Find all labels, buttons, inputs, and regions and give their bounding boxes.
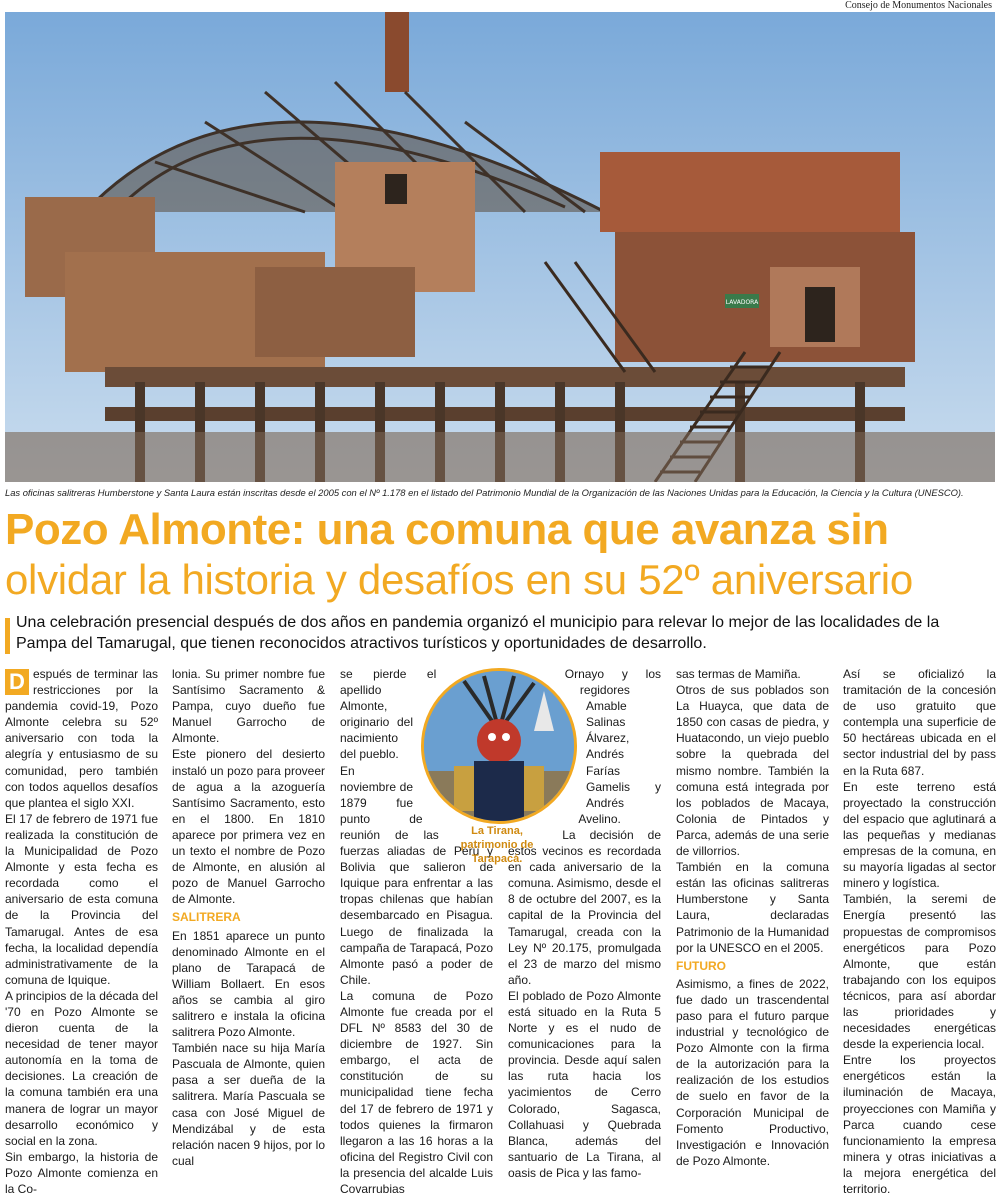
paragraph: Así se oficializó la tramitación de la concesión de uso gratuito que contempla una superficie de 50 hectáreas ubicada en el sector industrial del by pass en la Ruta 687. <box>843 667 996 778</box>
section-heading-futuro: FUTURO <box>676 958 726 973</box>
article-column-6 <box>843 666 996 1197</box>
paragraph: sas termas de Mamiña. <box>676 667 801 681</box>
paragraph: La decisión de estos vecinos es recordada en cada aniversario de la comuna. Asimismo, desde el 8 de octubre del 2007, es la capital de la Provincia del Tamarugal, creada con la Ley Nº 20.175, promulgada el 23 de marzo del mismo año. <box>508 827 661 987</box>
article-column-2 <box>172 666 325 1169</box>
paragraph: Este pionero del desierto instaló un pozo para proveer de agua a la azoguería Santísimo Sacramento, esto en el 1800. En 1810 aparece por primera vez en un texto el nombre de Pozo de Almonte, en alusión al pozo de Manuel Garrocho de Almonte. <box>172 747 325 907</box>
paragraph: En noviembre de 1879 fue punto de reunión de las fuerzas aliadas de Perú y Bolivia que salieron de Iquique para enfrentar a las tropas chilenas que habían desembarcado en Pisagua. Luego de finalizada la campaña de Tarapacá, Pozo Almonte pasó a poder de Chile. <box>340 763 493 987</box>
article-column-1 <box>5 666 158 1197</box>
source-credit: Consejo de Monumentos Nacionales <box>845 0 992 11</box>
paragraph: En 1851 aparece un punto denominado Almonte en el plano de Tarapacá de William Bollaert. En esos años se cambia al giro salitrero e instala la oficina salitrera Pozo Almonte. <box>172 928 325 1040</box>
paragraph: También, la seremi de Energía presentó las propuestas de compromisos energéticos para Pozo Almonte, que están trabajando con los equipos técnicos, para así abordar las prioridades y necesidades energéticas desde la experiencia local. <box>843 892 996 1052</box>
paragraph: Sin embargo, la historia de Pozo Almonte comienza en la Co- <box>5 1149 158 1196</box>
paragraph: Entre los proyectos energéticos están la iluminación de Macaya, proyecciones con Mamiña y Parca cuando cese funcionamiento la empresa minera y otras iniciativas a la mejora energética del territorio. <box>843 1053 996 1196</box>
paragraph: se pierde el apellido Almonte, originario del nacimiento del pueblo. <box>340 667 437 762</box>
paragraph: Ornayo y los regidores Amable Salinas Álvarez, Andrés Farías Gamelis y Andrés Avelino. <box>564 667 661 826</box>
photo-caption: Las oficinas salitreras Humberstone y Santa Laura están inscritas desde el 2005 con el Nº 1.178 en el listado del Patrimonio Mundial de la Organización de las Naciones Unidas para la Educación, la Ciencia y la Cultura (UNESCO). <box>5 487 964 498</box>
paragraph: Otros de sus poblados son La Huayca, que data de 1850 con casas de piedra, y Huatacondo, un viejo pueblo sobre la quebrada del mismo nombre. También la comuna está integrada por los poblados de Macaya, Colonia de Pintados y Parca, además de una serie de villorrios. <box>676 683 829 859</box>
article-column-5 <box>676 666 829 1169</box>
dancer-illustration <box>424 671 574 821</box>
paragraph: También nace su hija María Pascuala de Almonte, quien pasa a ser dueña de la salitrera. María Pascuala se casa con José Miguel de Mendizábal y de esta relación nacen 9 hijos, por lo cual <box>172 1041 325 1168</box>
headline-line-2: olvidar la historia y desafíos en su 52º aniversario <box>5 556 913 603</box>
paragraph: También en la comuna están las oficinas salitreras Humberstone y Santa Laura, declaradas Patrimonio de la Humanidad por la UNESCO en el 2005. <box>676 860 829 955</box>
paragraph: A principios de la década del '70 en Pozo Almonte se dieron cuenta de la necesidad de tener mayor autonomía en la toma de decisiones. La creación de la comuna también era una manera de lograr un mayor desarrollo económico y social en la zona. <box>5 988 158 1148</box>
lead-accent-bar <box>5 618 10 654</box>
drop-cap: D <box>5 669 29 695</box>
la-tirana-photo <box>421 668 577 824</box>
paragraph: lonia. Su primer nombre fue Santísimo Sacramento & Pampa, cuyo dueño fue Manuel Garrocho de Almonte. <box>172 667 325 746</box>
circle-photo-caption: La Tirana, patrimonio de Tarapacá. <box>460 825 534 865</box>
paragraph: En este terreno está proyectado la construcción del espacio que aglutinará a las pequeñas y medianas empresas de la comuna, en su mayoría ligadas al sector minero y logística. <box>843 779 996 891</box>
lavadora-sign: LAVADORA <box>725 299 759 306</box>
headline-line-1: Pozo Almonte: una comuna que avanza sin <box>5 505 889 554</box>
lead-paragraph: Una celebración presencial después de dos años en pandemia organizó el municipio para relevar lo mejor de las localidades de la Pampa del Tamarugal, que tienen reconocidos atractivos turísticos y oportunidades de desarrollo. <box>16 614 940 652</box>
paragraph: El 17 de febrero de 1971 fue realizada la constitución de la Municipalidad de Pozo Almonte y esta fecha es recordada como el aniversario de esta comuna de la Provincia del Tamarugal. Antes de esa fecha, la localidad dependía administrativamente de la comuna de Iquique. <box>5 811 158 987</box>
section-heading-salitrera: SALITRERA <box>172 910 241 925</box>
main-photo <box>5 12 995 482</box>
paragraph: La comuna de Pozo Almonte fue creada por el DFL Nº 8583 del 30 de diciembre de 1927. Sin embargo, el acta de constitución de su municipalidad tiene fecha del 17 de febrero de 1971 y todos quienes la firmaron llegaron a las 16 horas a la oficina del Registro Civil con la presencia del alcalde Luis Covarrubias <box>340 988 493 1196</box>
paragraph: El poblado de Pozo Almonte está situado en la Ruta 5 Norte y es el nudo de comunicaciones para la provincia. Desde aquí salen las ruta hacia los yacimientos de Cerro Colorado, Sagasca, Collahuasi y Quebrada Blanca, además del santuario de La Tirana, al oasis de Pica y las famo- <box>508 988 661 1180</box>
paragraph: Asimismo, a fines de 2022, fue dado un trascendental paso para el futuro parque industrial y tecnológico de Pozo Almonte con la firma de la autorización para la realización de los estudios de suelo en favor de la Corporación Municipal de Fomento Productivo, Investigación e Innovación de Pozo Almonte. <box>676 976 829 1168</box>
salitrera-illustration <box>5 12 995 482</box>
paragraph: espués de terminar las restricciones por la pandemia covid-19, Pozo Almonte celebra su 52º aniversario con toda la alegría y entusiasmo de su comunidad, pero también con todos aquellos desafíos que plantea el siglo XXI. <box>5 667 158 810</box>
